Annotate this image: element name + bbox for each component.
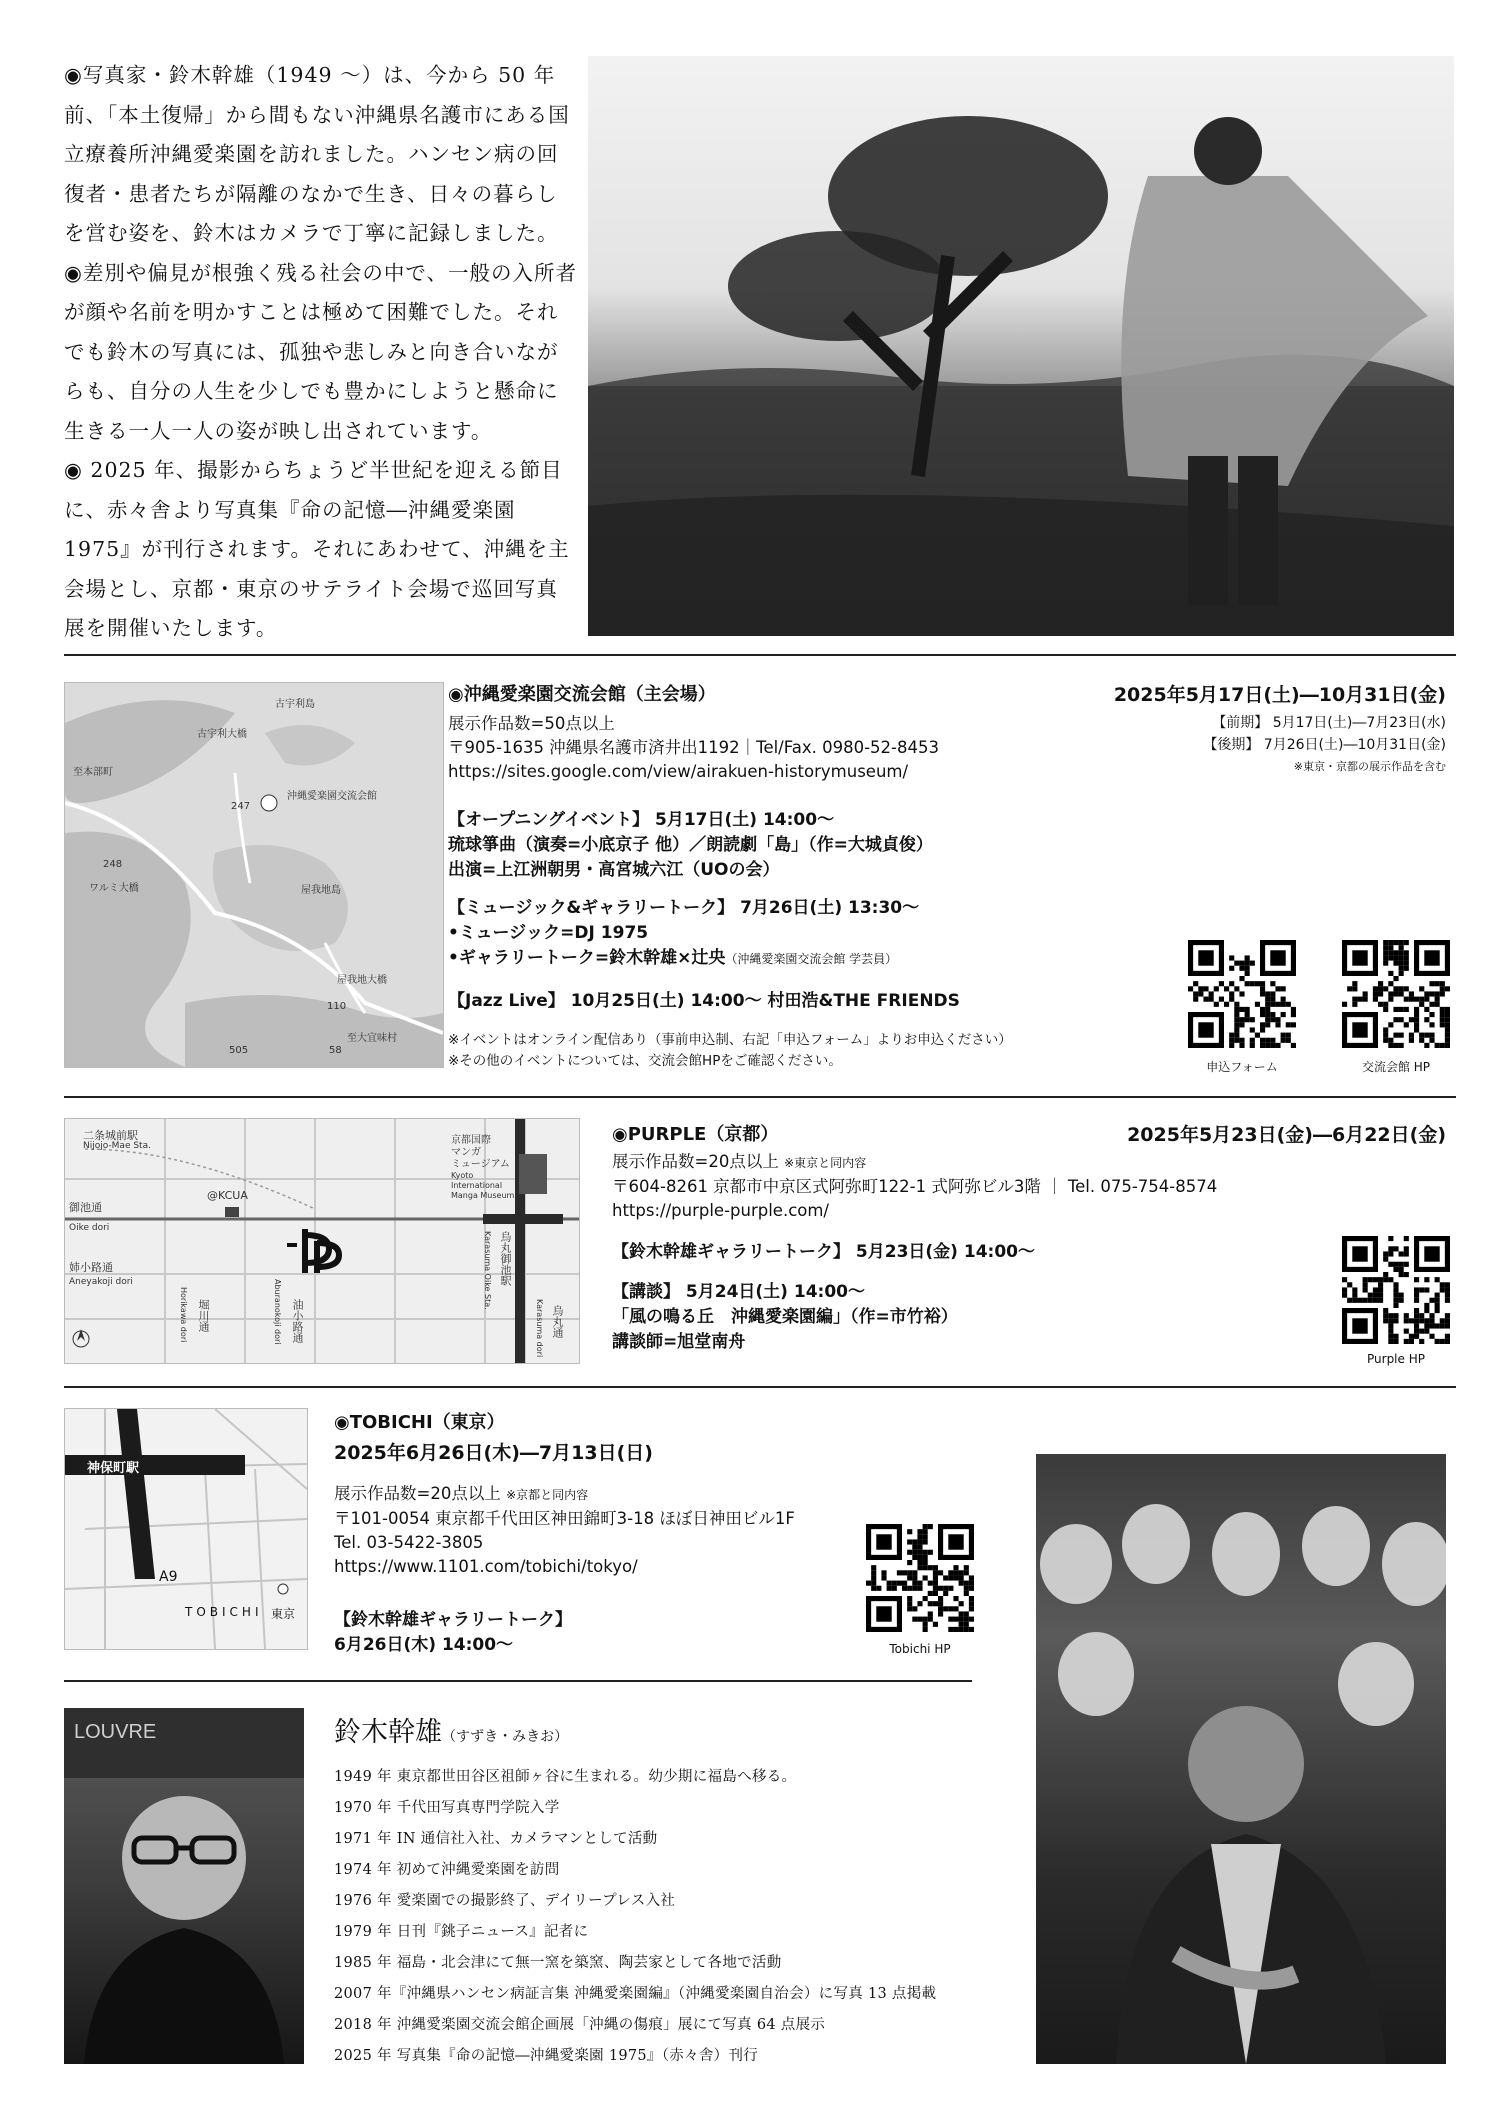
okinawa-opening-event xyxy=(448,808,933,883)
purple-lecture-performer: 講談師=旭堂南舟 xyxy=(612,1332,746,1352)
kyoto-map-manga-museum-2: マンガ xyxy=(451,1147,481,1158)
kyoto-map-horikawa-street-en: Horikawa dori xyxy=(179,1287,188,1343)
purple-lecture xyxy=(612,1280,958,1355)
map-label-kouri-island: 古宇利島 xyxy=(275,699,315,710)
purple-gallery-talk: 【鈴木幹雄ギャラリートーク】 5月23日(金) 14:00〜 xyxy=(612,1242,1035,1262)
bio-row-2025: 2025 年 写真集『命の記憶―沖縄愛楽園 1975』（赤々舎）刊行 xyxy=(334,2048,759,2064)
kyoto-map-karasuma-oike-station: 烏丸御池駅 xyxy=(499,1231,512,1286)
kyoto-map-manga-museum-en-3: Manga Museum xyxy=(451,1191,515,1200)
tobichi-date: 2025年6月26日(木)―7月13日(日) xyxy=(334,1442,653,1464)
bio-name xyxy=(334,1710,568,1749)
okinawa-info xyxy=(448,712,939,784)
okinawa-address: 〒905-1635 沖縄県名護市済井出1192｜Tel/Fax. 0980-52-8453 xyxy=(448,738,939,757)
kyoto-map-karasuma-street-en: Karasuma dori xyxy=(535,1299,544,1358)
map-label-yagaji-island: 屋我地島 xyxy=(301,885,341,896)
kyoto-map-manga-museum-1: 京都国際 xyxy=(451,1135,491,1146)
bio-row-1971: 1971 年 IN 通信社入社、カメラマンとして活動 xyxy=(334,1831,658,1847)
divider xyxy=(64,1386,1456,1388)
opening-event-program: 琉球箏曲（演奏=小底京子 他）／朗読劇「島」（作=大城貞俊） xyxy=(448,835,933,855)
okinawa-first-period: 【前期】 5月17日(土)―7月23日(水) xyxy=(1212,715,1446,731)
music-event-dj: •ミュージック=DJ 1975 xyxy=(448,923,649,943)
purple-lecture-title: 「風の鳴る丘 沖縄愛楽園編」（作=市竹裕） xyxy=(612,1307,958,1327)
kyoto-map-nijojo-station: 二条城前駅 xyxy=(83,1129,138,1142)
map-label-route-58: 58 xyxy=(329,1045,342,1056)
purple-works-count-text: 展示作品数=20点以上 xyxy=(612,1152,779,1171)
purple-works-note: ※東京と同内容 xyxy=(784,1156,867,1170)
bio-row-1949: 1949 年 東京都世田谷区祖師ヶ谷に生まれる。幼少期に福島へ移る。 xyxy=(334,1769,797,1785)
divider xyxy=(64,1680,972,1682)
intro-text xyxy=(64,56,579,649)
bio-row-1974: 1974 年 初めて沖縄愛楽園を訪問 xyxy=(334,1862,560,1878)
kyoto-map-manga-museum-en-2: International xyxy=(451,1181,503,1190)
kyoto-map-karasuma-street: 烏丸通 xyxy=(551,1305,564,1338)
map-label-airakuen-hall: 沖縄愛楽園交流会館 xyxy=(287,791,377,802)
bio-row-1979: 1979 年 日刊『銚子ニュース』記者に xyxy=(334,1924,589,1940)
divider xyxy=(64,1096,1456,1098)
qr-label-application-form: 申込フォーム xyxy=(1206,1060,1278,1074)
okinawa-second-period: 【後期】 7月26日(土)―10月31日(金) xyxy=(1203,737,1446,753)
tobichi-talk-date: 6月26日(木) 14:00〜 xyxy=(334,1635,514,1655)
okinawa-map xyxy=(64,682,444,1068)
bio-name-reading: （すずき・みきお） xyxy=(442,1729,569,1745)
kyoto-map-aneyakoji-street-en: Aneyakoji dori xyxy=(69,1277,133,1287)
bio-row-1970: 1970 年 千代田写真専門学院入学 xyxy=(334,1800,560,1816)
kyoto-map-oike-street-en: Oike dori xyxy=(69,1223,110,1233)
bio-row-1985: 1985 年 福島・北会津にて無一窯を築窯、陶芸家として各地で活動 xyxy=(334,1955,782,1971)
tokyo-map-tokyo: 東京 xyxy=(271,1607,296,1621)
intro-paragraph-2: ◉差別や偏見が根強く残る社会の中で、一般の入所者が顔や名前を明かすことは極めて困難でした。それでも鈴木の写真には、孤独や悲しみと向き合いながらも、自分の人生を少しでも豊かにしようと懸命に生きる一人一人の姿が映し出されています。 xyxy=(64,260,577,443)
music-event-talk-note: （沖縄愛楽園交流会館 学芸員） xyxy=(725,952,898,966)
okinawa-music-talk-event xyxy=(448,896,919,972)
tobichi-works-count-text: 展示作品数=20点以上 xyxy=(334,1484,501,1503)
map-label-kouri-bridge: 古宇利大橋 xyxy=(197,729,247,740)
purple-lecture-heading: 【講談】 5月24日(土) 14:00〜 xyxy=(612,1282,865,1302)
purple-address: 〒604-8261 京都市中京区式阿弥町122-1 式阿弥ビル3階 ｜ Tel. 075-754-8574 xyxy=(612,1177,1218,1196)
kyoto-map-aneyakoji-street: 姉小路通 xyxy=(69,1261,113,1274)
qr-label-tobichi-hp: Tobichi HP xyxy=(889,1642,951,1656)
map-label-route-248: 248 xyxy=(103,859,123,870)
purple-venue-title: ◉PURPLE（京都） xyxy=(612,1124,779,1145)
kyoto-map-aburanokoji-street: 油小路通 xyxy=(291,1299,304,1343)
bio-row-2007: 2007 年『沖縄県ハンセン病証言集 沖縄愛楽園編』（沖縄愛楽園自治会）に写真 13 点掲載 xyxy=(334,1986,937,2002)
purple-info xyxy=(612,1150,1217,1223)
qr-code-purple-hp[interactable] xyxy=(1342,1236,1450,1344)
kyoto-map-manga-museum-3: ミュージアム xyxy=(451,1159,510,1170)
map-label-yagaji-bridge: 屋我地大橋 xyxy=(337,975,387,986)
qr-code-application-form[interactable] xyxy=(1188,940,1296,1048)
okinawa-other-events-note: ※その他のイベントについては、交流会館HPをご確認ください。 xyxy=(448,1053,842,1069)
intro-paragraph-1: ◉写真家・鈴木幹雄（1949 〜）は、今から 50 年前、「本土復帰」から間もない沖縄県名護市にある国立療養所沖縄愛楽園を訪れました。ハンセン病の回復者・患者たちが隔離のなかで生き、日々の暮らしを営む姿を、鈴木はカメラで丁寧に記録しました。 xyxy=(64,63,570,245)
okinawa-venue-title: ◉沖縄愛楽園交流会館（主会場） xyxy=(448,684,716,705)
kyoto-map-oike-street: 御池通 xyxy=(69,1201,102,1214)
portrait-background-sign-text: LOUVRE xyxy=(74,1721,157,1743)
tobichi-address: 〒101-0054 東京都千代田区神田錦町3-18 ほぼ日神田ビル1F xyxy=(334,1509,795,1528)
qr-label-museum-hp: 交流会館 HP xyxy=(1361,1060,1431,1074)
okinawa-online-note: ※イベントはオンライン配信あり（事前申込制、右記「申込フォーム」よりお申込ください） xyxy=(448,1032,1012,1048)
opening-event-heading: 【オープニングイベント】 5月17日(土) 14:00〜 xyxy=(448,810,835,830)
bio-name-text: 鈴木幹雄 xyxy=(334,1717,442,1748)
music-event-heading: 【ミュージック&ギャラリートーク】 7月26日(土) 13:30〜 xyxy=(448,898,920,918)
tokyo-map-tobichi: TOBICHI xyxy=(185,1605,263,1619)
map-label-to-motobu: 至本部町 xyxy=(73,767,113,778)
portrait-photo-suzuki xyxy=(64,1708,304,2064)
kyoto-map xyxy=(64,1118,580,1364)
tobichi-works-note: ※京都と同内容 xyxy=(506,1488,589,1502)
tokyo-map xyxy=(64,1408,308,1650)
bio-row-1976: 1976 年 愛楽園での撮影終了、デイリープレス入社 xyxy=(334,1893,676,1909)
map-label-route-247: 247 xyxy=(231,801,251,812)
okinawa-date: 2025年5月17日(土)―10月31日(金) xyxy=(1113,684,1446,706)
okinawa-notes xyxy=(448,1030,1012,1072)
tobichi-works-count xyxy=(334,1482,795,1507)
tokyo-map-exit-a9: A9 xyxy=(159,1569,178,1585)
tobichi-url-link[interactable]: https://www.1101.com/tobichi/tokyo/ xyxy=(334,1557,638,1576)
bio-row-2018: 2018 年 沖縄愛楽園交流会館企画展「沖縄の傷痕」展にて写真 64 点展示 xyxy=(334,2017,826,2033)
kyoto-map-manga-museum-en-1: Kyoto xyxy=(451,1171,474,1180)
map-label-warumi-bridge: ワルミ大橋 xyxy=(89,883,139,894)
okinawa-works-count: 展示作品数=50点以上 xyxy=(448,714,615,733)
music-event-talk xyxy=(448,946,919,972)
purple-works-count xyxy=(612,1150,1217,1175)
okinawa-jazz-live: 【Jazz Live】 10月25日(土) 14:00〜 村田浩&THE FRIENDS xyxy=(448,991,960,1011)
map-label-route-110: 110 xyxy=(327,1001,347,1012)
map-label-to-ogimi: 至大宜味村 xyxy=(347,1033,397,1044)
purple-date: 2025年5月23日(金)―6月22日(金) xyxy=(1127,1124,1446,1146)
photo-man-bowing-choir xyxy=(1036,1454,1446,2064)
qr-label-purple-hp: Purple HP xyxy=(1367,1352,1425,1366)
kyoto-map-kcua: @KCUA xyxy=(207,1189,248,1202)
okinawa-date-note: ※東京・京都の展示作品を含む xyxy=(1293,760,1446,773)
okinawa-url-link[interactable]: https://sites.google.com/view/airakuen-historymuseum/ xyxy=(448,762,909,781)
okinawa-date-periods xyxy=(1203,712,1446,778)
music-event-talk-text: •ギャラリートーク=鈴木幹雄×辻央 xyxy=(448,948,726,968)
qr-code-tobichi-hp[interactable] xyxy=(866,1524,974,1632)
kyoto-map-karasuma-oike-station-en: Karasuma Oike Sta. xyxy=(483,1231,492,1310)
tobichi-gallery-talk xyxy=(334,1608,572,1658)
kyoto-map-horikawa-street: 堀川通 xyxy=(197,1299,210,1332)
tobichi-talk-heading: 【鈴木幹雄ギャラリートーク】 xyxy=(334,1610,572,1630)
intro-paragraph-3: ◉ 2025 年、撮影からちょうど半世紀を迎える節目に、赤々舎より写真集『命の記憶―沖縄愛楽園 1975』が刊行されます。それにあわせて、沖縄を主会場とし、京都・東京のサテライト会場で巡回写真展を開催いたします。 xyxy=(64,458,570,640)
kyoto-map-nijojo-station-en: Nijojo-Mae Sta. xyxy=(83,1141,151,1151)
tobichi-phone: Tel. 03-5422-3805 xyxy=(334,1533,484,1552)
hero-photo-man-coat-windy-hill xyxy=(588,56,1454,636)
map-label-route-505: 505 xyxy=(229,1045,249,1056)
tobichi-info xyxy=(334,1482,795,1579)
qr-code-museum-hp[interactable] xyxy=(1342,940,1450,1048)
purple-url-link[interactable]: https://purple-purple.com/ xyxy=(612,1201,829,1220)
kyoto-map-aburanokoji-street-en: Aburanokoji dori xyxy=(273,1279,282,1345)
bio-timeline xyxy=(334,1762,936,2072)
opening-event-performers: 出演=上江洲朝男・高宮城六江（UOの会） xyxy=(448,860,780,880)
tobichi-venue-title: ◉TOBICHI（東京） xyxy=(334,1412,505,1433)
divider xyxy=(64,654,1456,656)
tokyo-map-jimbocho-station: 神保町駅 xyxy=(87,1461,140,1476)
